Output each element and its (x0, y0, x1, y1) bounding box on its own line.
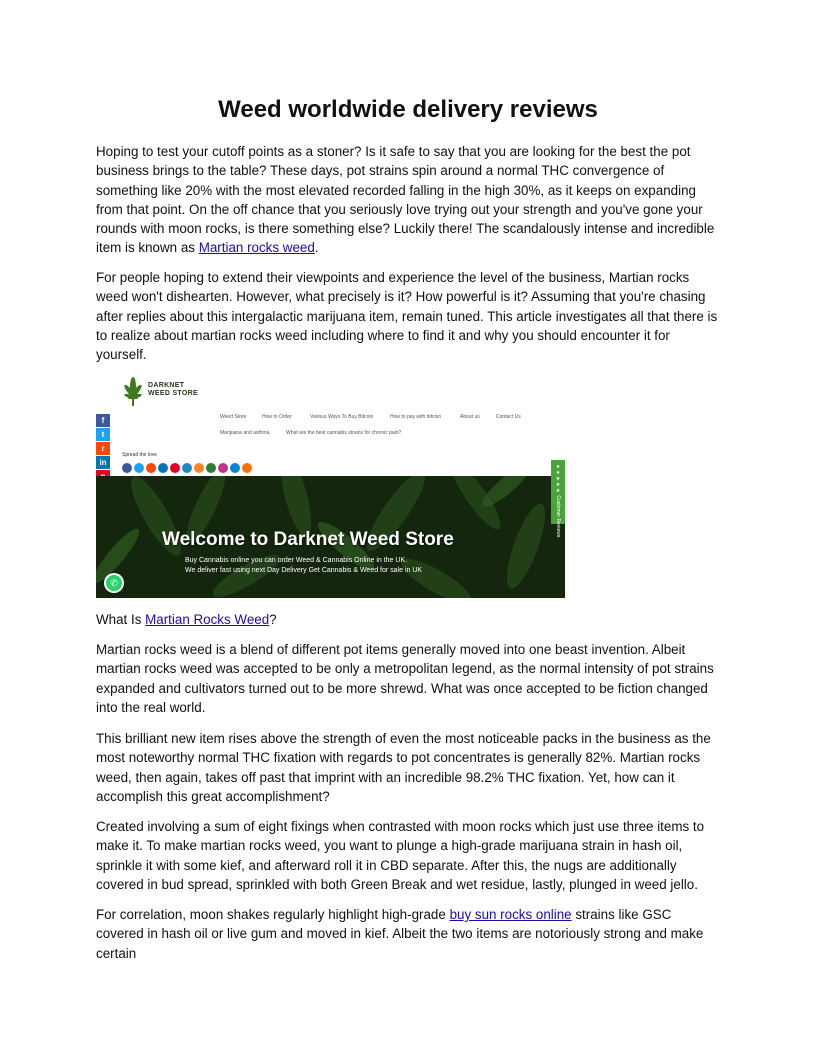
share-telegram-icon[interactable] (230, 463, 240, 473)
logo-line-2: WEED STORE (148, 390, 198, 397)
store-header (96, 372, 565, 476)
intro-end: . (314, 240, 319, 256)
share-more-icon[interactable] (242, 463, 252, 473)
section-heading (96, 610, 720, 629)
hero-title: Welcome to Darknet Weed Store (162, 529, 454, 550)
hero-subtitle-line-1: Buy Cannabis online you can order Weed & Cannabis Online in the UK. (185, 557, 408, 564)
share-instagram-icon[interactable] (218, 463, 228, 473)
share-reddit-icon[interactable] (146, 463, 156, 473)
intro-paragraph (96, 142, 720, 258)
linkedin-icon[interactable]: in (96, 456, 110, 469)
share-linkedin-icon[interactable] (158, 463, 168, 473)
page-title: Weed worldwide delivery reviews (218, 96, 598, 123)
nav-marijuana-asthma[interactable]: Marijuana and asthma (220, 430, 270, 436)
paragraph-6-prefix: For correlation, moon shakes regularly highlight high-grade (96, 907, 450, 922)
store-logo (120, 377, 200, 411)
martian-rocks-weed-link[interactable]: Martian rocks weed (198, 240, 315, 256)
share-whatsapp-icon[interactable] (206, 463, 216, 473)
martian-rocks-weed-heading-link[interactable]: Martian Rocks Weed (145, 612, 270, 627)
whatsapp-icon: ✆ (106, 575, 122, 591)
customer-reviews-badge[interactable] (551, 460, 565, 538)
heading-prefix: What Is (96, 612, 146, 627)
logo-text (148, 382, 198, 398)
paragraph-6-suffix: strains like GSC covered in hash oil or live gum and moved in kief. Albeit the two items are notoriously strong and make certain (96, 907, 704, 961)
hero-subtitle-line-2: We deliver fast using next Day Delivery Get Cannabis & Weed for sale in UK (185, 567, 423, 574)
paragraph-6 (96, 905, 720, 963)
nav-about-us[interactable]: About us (460, 414, 480, 420)
facebook-icon[interactable]: f (96, 414, 110, 427)
share-mewe-icon[interactable] (182, 463, 192, 473)
nav-weed-store[interactable]: Weed Store (220, 414, 247, 420)
share-label: Spread the love (122, 452, 158, 458)
paragraph-3: Martian rocks weed is a blend of different pot items generally moved into one beast invention. Albeit martian rocks weed was accepted to be only a metropolitan legend, as the normal intensity of pot strains expanded and cultivators turned out to be more shrewd. What was once accepted to be fiction changed into the real world. (96, 642, 714, 715)
paragraph-4: This brilliant new item rises above the strength of even the most noticeable packs in the business as the most noteworthy normal THC fixation with regards to pot concentrates is generally 82%. Martian rocks weed, then again, takes off past that imprint with an incredible 98.2% THC fixation. Yet, how can it accomplish this great accomplishment? (96, 731, 711, 804)
share-pinterest-icon[interactable] (170, 463, 180, 473)
paragraph-2: For people hoping to extend their viewpoints and experience the level of the business, Martian rocks weed won't dishearten. However, what precisely is it? How powerful is it? Assuming that you're chasing after replies about this intergalactic marijuana item, remain tuned. This article investigates all that there is to realize about martian rocks weed including where to find it and why you should encounter it for yourself. (96, 270, 718, 363)
nav-ways-to-buy-bitcoin[interactable]: Various Ways To Buy Bitcoin (310, 414, 374, 420)
hero-subtitle (185, 556, 422, 576)
share-twitter-icon[interactable] (134, 463, 144, 473)
intro-text: Hoping to test your cutoff points as a stoner? Is it safe to say that you are looking for the best the pot business brings to the table? These days, pot strains spin around a normal THC convergence of something like 20% with the most elevated recorded falling in the high 30%, as it keeps on expanding from that point. On the off chance that you seriously love trying out your strength and you've gone your rounds with moon rocks, is there something else? Luckily there! The scandalously intense and incredible item is known as (96, 144, 715, 256)
share-facebook-icon[interactable] (122, 463, 132, 473)
logo-line-1: DARKNET (148, 382, 185, 389)
nav-pay-with-bitcoin[interactable]: How to pay with bitcoin (390, 414, 442, 420)
whatsapp-chat-button[interactable] (104, 573, 124, 593)
nav-contact-us[interactable]: Contact Us (496, 414, 521, 420)
customer-reviews-text: ★★★★★ Customer Reviews (555, 464, 561, 538)
nav-how-to-order[interactable]: How to Order (262, 414, 292, 420)
cannabis-leaf-icon (120, 377, 146, 407)
paragraph-5: Created involving a sum of eight fixings when contrasted with moon rocks which just use three items to make it. To make martian rocks weed, you want to plunge a high-grade marijuana strain in hash oil, sprinkle it with some kief, and afterward roll it in CBD separate. After this, the nugs are additionally covered in bud spread, sprinkled with both Green Break and wet residue, lastly, plunged in weed jello. (96, 819, 705, 892)
store-screenshot (96, 372, 565, 598)
twitter-icon[interactable]: t (96, 428, 110, 441)
reddit-icon[interactable]: r (96, 442, 110, 455)
nav-cannabis-chronic-pain[interactable]: What are the best cannabis strains for chronic pain? (286, 430, 402, 436)
buy-sun-rocks-link[interactable]: buy sun rocks online (449, 907, 572, 922)
share-mix-icon[interactable] (194, 463, 204, 473)
heading-suffix: ? (269, 612, 277, 627)
hero-banner (96, 476, 565, 598)
share-buttons-row (122, 460, 254, 472)
